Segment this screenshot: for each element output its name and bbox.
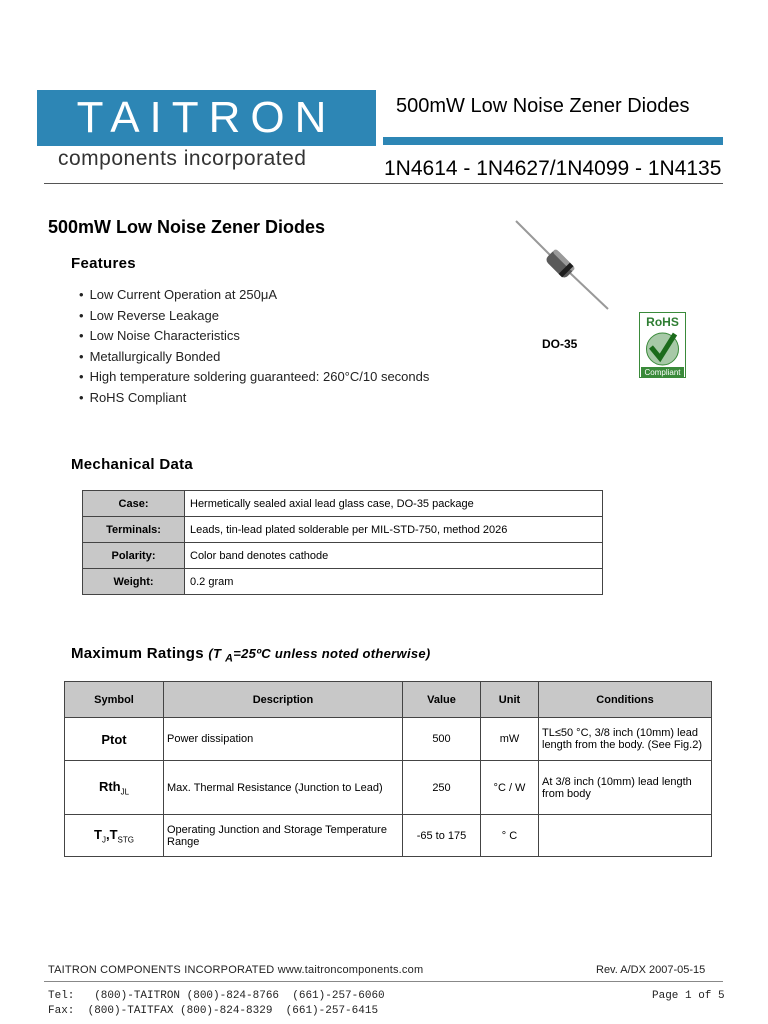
rating-symbol bbox=[65, 718, 164, 761]
rating-unit: mW bbox=[481, 718, 539, 761]
logo-subtitle: components incorporated bbox=[58, 147, 307, 170]
symbol-subscript: JL bbox=[120, 787, 130, 797]
footer-company-name: TAITRON COMPONENTS INCORPORATED bbox=[48, 964, 275, 976]
mech-label: Weight: bbox=[83, 569, 185, 595]
rating-symbol bbox=[65, 761, 164, 815]
header-part-numbers: 1N4614 - 1N4627/1N4099 - 1N4135 bbox=[384, 157, 722, 180]
table-header-row bbox=[65, 682, 712, 718]
rating-unit: ° C bbox=[481, 815, 539, 857]
table-row bbox=[83, 543, 603, 569]
mech-value: Hermetically sealed axial lead glass case, DO-35 package bbox=[185, 491, 603, 517]
feature-item: • Low Noise Characteristics bbox=[79, 326, 429, 347]
company-logo bbox=[37, 90, 376, 146]
feature-item: • Low Current Operation at 250μA bbox=[79, 285, 429, 306]
column-header-symbol: Symbol bbox=[65, 682, 164, 718]
feature-item: • RoHS Compliant bbox=[79, 388, 429, 409]
footer-company bbox=[48, 964, 423, 976]
symbol-subscript: J bbox=[101, 835, 106, 845]
page-number: Page 1 of 5 bbox=[652, 990, 725, 1002]
footer-revision: Rev. A/DX 2007-05-15 bbox=[596, 964, 706, 976]
symbol-text: Rth bbox=[98, 778, 121, 794]
rating-symbol bbox=[65, 815, 164, 857]
table-row bbox=[83, 517, 603, 543]
mech-value: 0.2 gram bbox=[185, 569, 603, 595]
footer-website-link[interactable]: www.taitroncomponents.com bbox=[277, 964, 424, 976]
table-row bbox=[83, 569, 603, 595]
table-row bbox=[83, 491, 603, 517]
ratings-heading-condition bbox=[208, 646, 431, 665]
column-header-conditions: Conditions bbox=[539, 682, 712, 718]
ratings-condition-sub: A bbox=[225, 652, 234, 665]
footer-fax: Fax: (800)-TAITFAX (800)-824-8329 (661)-257-6415 bbox=[48, 1005, 379, 1017]
feature-item: • High temperature soldering guaranteed: 260°C/10 seconds bbox=[79, 367, 429, 388]
column-header-unit: Unit bbox=[481, 682, 539, 718]
package-label: DO-35 bbox=[542, 337, 578, 351]
rating-unit: °C / W bbox=[481, 761, 539, 815]
rating-description: Max. Thermal Resistance (Junction to Lead) bbox=[164, 761, 403, 815]
column-header-description: Description bbox=[164, 682, 403, 718]
mech-label: Polarity: bbox=[83, 543, 185, 569]
footer-telephone: Tel: (800)-TAITRON (800)-824-8766 (661)-257-6060 bbox=[48, 990, 385, 1002]
footer-divider bbox=[44, 981, 723, 982]
rating-conditions: TL≤50 °C, 3/8 inch (10mm) lead length from the body. (See Fig.2) bbox=[539, 718, 712, 761]
rating-description: Power dissipation bbox=[164, 718, 403, 761]
mech-value: Leads, tin-lead plated solderable per MIL-STD-750, method 2026 bbox=[185, 517, 603, 543]
column-header-value: Value bbox=[403, 682, 481, 718]
table-row bbox=[65, 815, 712, 857]
mechanical-data-heading: Mechanical Data bbox=[71, 456, 194, 473]
symbol-text: Ptot bbox=[101, 731, 127, 747]
symbol-text-2: ,T bbox=[105, 826, 118, 842]
header-title: 500mW Low Noise Zener Diodes bbox=[396, 95, 690, 117]
rating-value: -65 to 175 bbox=[403, 815, 481, 857]
ratings-heading-text: Maximum Ratings bbox=[71, 645, 204, 662]
diode-package-image bbox=[510, 215, 615, 315]
feature-item: • Metallurgically Bonded bbox=[79, 347, 429, 368]
symbol-subscript-2: STG bbox=[117, 835, 134, 845]
logo-wordmark: TAITRON bbox=[76, 93, 337, 142]
feature-item: • Low Reverse Leakage bbox=[79, 306, 429, 327]
mech-label: Terminals: bbox=[83, 517, 185, 543]
table-row bbox=[65, 718, 712, 761]
rohs-badge-bottom-text: Compliant bbox=[644, 368, 681, 377]
document-title: 500mW Low Noise Zener Diodes bbox=[48, 217, 326, 237]
features-heading: Features bbox=[71, 255, 136, 272]
header-divider bbox=[44, 183, 723, 184]
maximum-ratings-table bbox=[64, 681, 712, 857]
rohs-badge-top-text: RoHS bbox=[646, 315, 679, 329]
rating-description: Operating Junction and Storage Temperature Range bbox=[164, 815, 403, 857]
maximum-ratings-heading bbox=[71, 645, 431, 665]
mechanical-data-table bbox=[82, 490, 603, 595]
ratings-condition-post: =25ºC unless noted otherwise) bbox=[233, 646, 431, 661]
mech-label: Case: bbox=[83, 491, 185, 517]
rating-value: 250 bbox=[403, 761, 481, 815]
features-list bbox=[79, 285, 429, 409]
mech-value: Color band denotes cathode bbox=[185, 543, 603, 569]
rating-value: 500 bbox=[403, 718, 481, 761]
header-accent-bar bbox=[383, 137, 723, 145]
ratings-condition-pre: (T bbox=[208, 646, 222, 661]
rating-conditions bbox=[539, 815, 712, 857]
rating-conditions: At 3/8 inch (10mm) lead length from body bbox=[539, 761, 712, 815]
symbol-text: T bbox=[94, 826, 102, 842]
rohs-compliant-badge bbox=[639, 312, 686, 378]
table-row bbox=[65, 761, 712, 815]
